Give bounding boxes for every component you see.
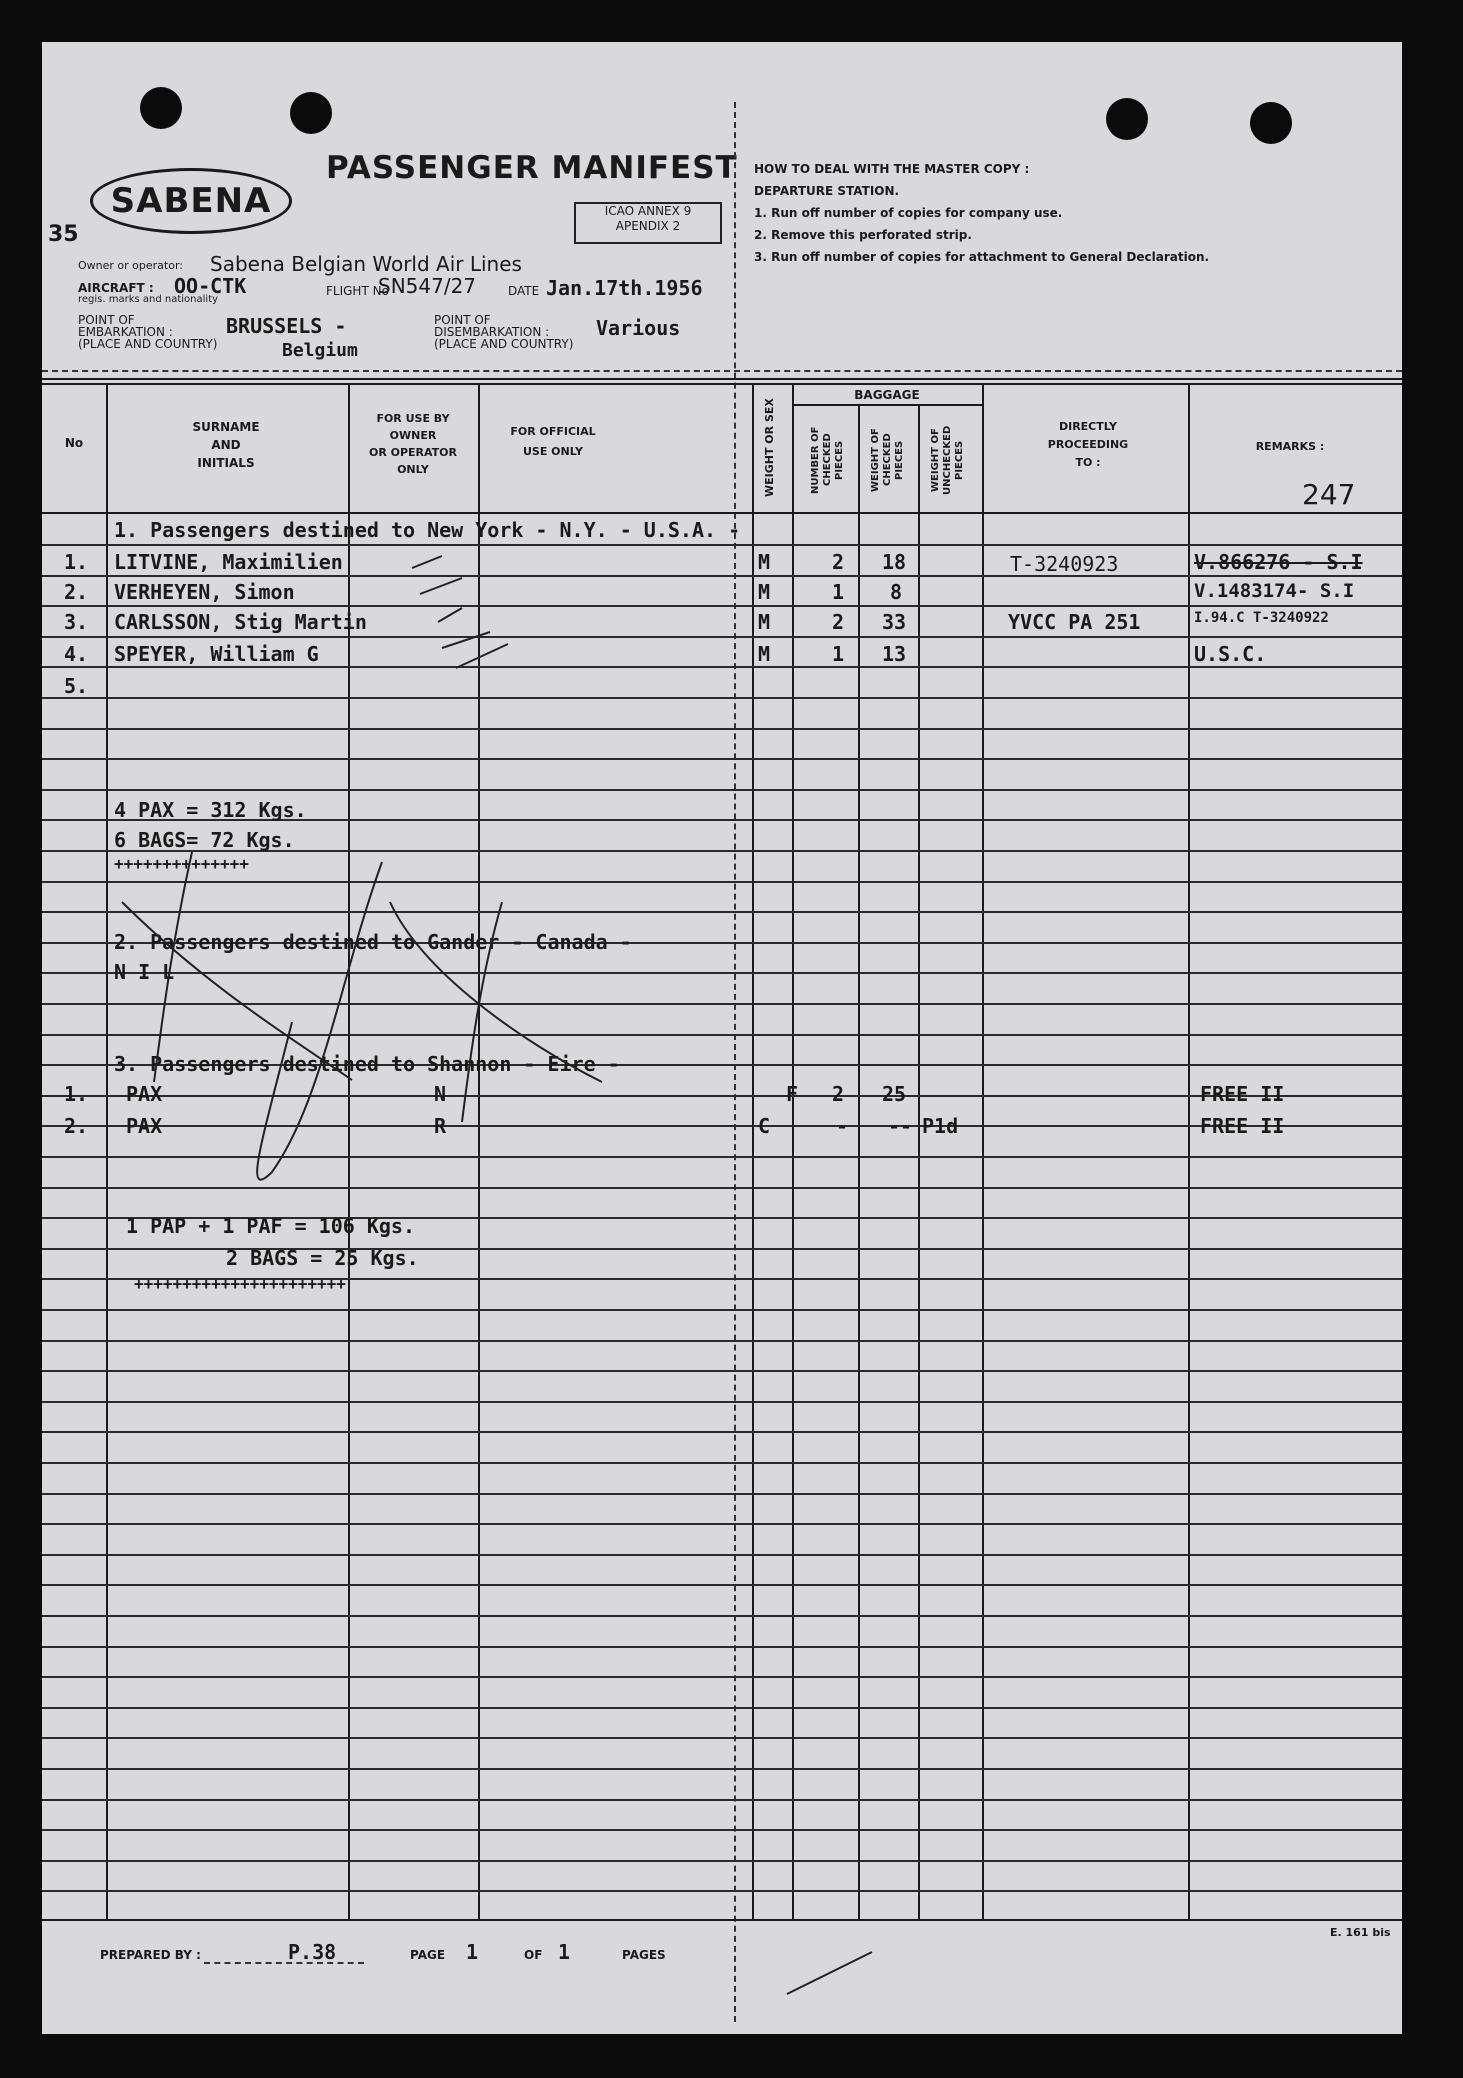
col-owner-line: FOR USE BY [376, 412, 450, 425]
pax-ny-2-sex: M [758, 580, 771, 604]
pax-ny-1-name: LITVINE, Maximilien [114, 550, 343, 574]
col-weight-sex: WEIGHT OR SEX [763, 398, 776, 498]
aircraft-sub: regis. marks and nationality [78, 294, 219, 305]
section-2-nil: N I L [114, 960, 175, 984]
embark-label-2: EMBARKATION : [78, 325, 173, 339]
col-owner-line: OWNER [389, 429, 437, 442]
pax-sh-1-sex: F [786, 1082, 799, 1106]
owner-label: Owner or operator: [78, 259, 183, 272]
prepared-underline [204, 1962, 364, 1964]
col-weight-unchecked: WEIGHT OF UNCHECKED PIECES [930, 425, 965, 495]
pax-ny-2-no: 2. [64, 580, 89, 604]
prepared-label: PREPARED BY : [100, 1948, 201, 1962]
col-proceeding-line: TO : [1075, 456, 1101, 469]
icao-line-2: APENDIX 2 [615, 219, 681, 233]
pax-sh-1-name: PAX [126, 1082, 163, 1106]
section-3-heading: 3. Passengers destined to Shannon - Eire - [114, 1052, 620, 1076]
embark-label-1: POINT OF [78, 313, 135, 327]
form-code: E. 161 bis [1330, 1926, 1391, 1939]
pax-ny-3-proceeding: YVCC PA 251 [1008, 610, 1141, 634]
pax-ny-1-sex: M [758, 550, 771, 574]
pax-ny-2-remarks: V.1483174- S.I [1194, 580, 1355, 602]
pax-sh-2-unchecked: P1d [922, 1114, 959, 1138]
flight-label: FLIGHT No [326, 284, 389, 298]
embark-country: Belgium [282, 340, 358, 361]
col-baggage: BAGGAGE [854, 388, 920, 402]
pax-ny-2-weight: 8 [890, 580, 903, 604]
date-label: DATE [508, 284, 540, 298]
instruction-line: 3. Run off number of copies for attachment to General Declaration. [754, 250, 1210, 264]
pax-sh-1-weight: 25 [882, 1082, 907, 1106]
pax-ny-4-remarks: U.S.C. [1194, 642, 1267, 666]
pax-ny-4-weight: 13 [882, 642, 907, 666]
pax-ny-4-no: 4. [64, 642, 89, 666]
disembark-label-3: (PLACE AND COUNTRY) [434, 337, 574, 351]
pax-ny-3-remarks: I.94.C T-3240922 [1194, 610, 1329, 626]
col-official-line: USE ONLY [522, 445, 584, 458]
page-value: 1 [466, 1940, 479, 1964]
col-weight-checked: WEIGHT OF CHECKED PIECES [870, 428, 905, 492]
footer-rule [42, 1919, 1402, 1921]
embark-value: BRUSSELS - [226, 314, 347, 338]
pax-sh-1-remarks: FREE II [1200, 1082, 1285, 1106]
totals-ny-bags: 6 BAGS= 72 Kgs. [114, 828, 295, 852]
aircraft-value: OO-CTK [174, 274, 247, 298]
pax-sh-2-weight: -- [888, 1114, 913, 1138]
pen-strokes [42, 42, 1402, 2034]
col-surname-line: INITIALS [197, 456, 255, 470]
pax-ny-3-name: CARLSSON, Stig Martin [114, 610, 367, 634]
pax-sh-1-owner: N [434, 1082, 447, 1106]
disembark-value: Various [596, 316, 681, 340]
pax-ny-5-no: 5. [64, 674, 89, 698]
aircraft-label: AIRCRAFT : [78, 281, 154, 295]
pax-ny-3-no: 3. [64, 610, 89, 634]
pax-ny-3-num: 2 [832, 610, 845, 634]
page-title: PASSENGER MANIFEST [326, 150, 738, 186]
col-num-checked: NUMBER OF CHECKED PIECES [810, 426, 845, 494]
col-remarks: REMARKS : [1255, 440, 1325, 453]
col-no: No [64, 436, 84, 450]
date-value: Jan.17th.1956 [546, 276, 703, 300]
prepared-value: P.38 [288, 1940, 337, 1964]
corner-number: 35 [48, 222, 79, 247]
disembark-label-1: POINT OF [434, 313, 491, 327]
section-2-heading: 2. Passengers destined to Gander - Canada - [114, 930, 632, 954]
icao-line-1: ICAO ANNEX 9 [604, 204, 692, 218]
flight-value: SN547/27 [378, 274, 477, 298]
pax-ny-4-num: 1 [832, 642, 845, 666]
col-proceeding-line: DIRECTLY [1058, 420, 1118, 433]
col-proceeding-line: PROCEEDING [1047, 438, 1129, 451]
pax-sh-2-sex: C [758, 1114, 771, 1138]
owner-value: Sabena Belgian World Air Lines [210, 252, 522, 276]
totals-sh-bags: 2 BAGS = 25 Kgs. [226, 1246, 419, 1270]
col-official-line: FOR OFFICIAL [510, 425, 596, 438]
pages-label: PAGES [622, 1948, 666, 1962]
pax-ny-1-no: 1. [64, 550, 89, 574]
totals-ny-pax: 4 PAX = 312 Kgs. [114, 798, 307, 822]
logo-text: SABENA [110, 181, 272, 221]
instruction-line: HOW TO DEAL WITH THE MASTER COPY : [754, 162, 1030, 176]
pax-sh-2-num: - [836, 1114, 849, 1138]
pax-sh-2-owner: R [434, 1114, 447, 1138]
pax-ny-1-weight: 18 [882, 550, 907, 574]
totals-ny-underline: ++++++++++++++ [114, 854, 249, 873]
page-stamp: 247 [1302, 478, 1356, 511]
page-label: PAGE [410, 1948, 446, 1962]
pax-sh-2-name: PAX [126, 1114, 163, 1138]
embark-label-3: (PLACE AND COUNTRY) [78, 337, 218, 351]
pax-ny-3-weight: 33 [882, 610, 907, 634]
col-owner-line: OR OPERATOR [368, 446, 458, 459]
pax-ny-4-sex: M [758, 642, 771, 666]
pax-ny-4-name: SPEYER, William G [114, 642, 319, 666]
totals-sh-underline: ++++++++++++++++++++++ [134, 1274, 346, 1293]
pax-sh-1-num: 2 [832, 1082, 845, 1106]
col-surname-line: SURNAME [192, 420, 260, 434]
instruction-line: DEPARTURE STATION. [754, 184, 900, 198]
instruction-line: 2. Remove this perforated strip. [754, 228, 972, 242]
manifest-sheet [42, 42, 1402, 2034]
pax-ny-3-sex: M [758, 610, 771, 634]
section-1-heading: 1. Passengers destined to New York - N.Y. - U.S.A. - [114, 518, 741, 542]
pax-ny-2-num: 1 [832, 580, 845, 604]
instruction-line: 1. Run off number of copies for company use. [754, 206, 1063, 220]
of-value: 1 [558, 1940, 571, 1964]
disembark-label-2: DISEMBARKATION : [434, 325, 550, 339]
pax-ny-1-proceeding: T-3240923 [1010, 552, 1119, 576]
pax-ny-2-name: VERHEYEN, Simon [114, 580, 295, 604]
pax-sh-1-no: 1. [64, 1082, 89, 1106]
col-owner-line: ONLY [397, 463, 429, 476]
of-label: OF [524, 1948, 543, 1962]
pax-sh-2-no: 2. [64, 1114, 89, 1138]
pax-ny-1-num: 2 [832, 550, 845, 574]
totals-sh-pax: 1 PAP + 1 PAF = 106 Kgs. [126, 1214, 415, 1238]
col-surname-line: AND [211, 438, 241, 452]
pax-sh-2-remarks: FREE II [1200, 1114, 1285, 1138]
pax-ny-1-remarks: V.866276 - S.I [1194, 550, 1363, 574]
